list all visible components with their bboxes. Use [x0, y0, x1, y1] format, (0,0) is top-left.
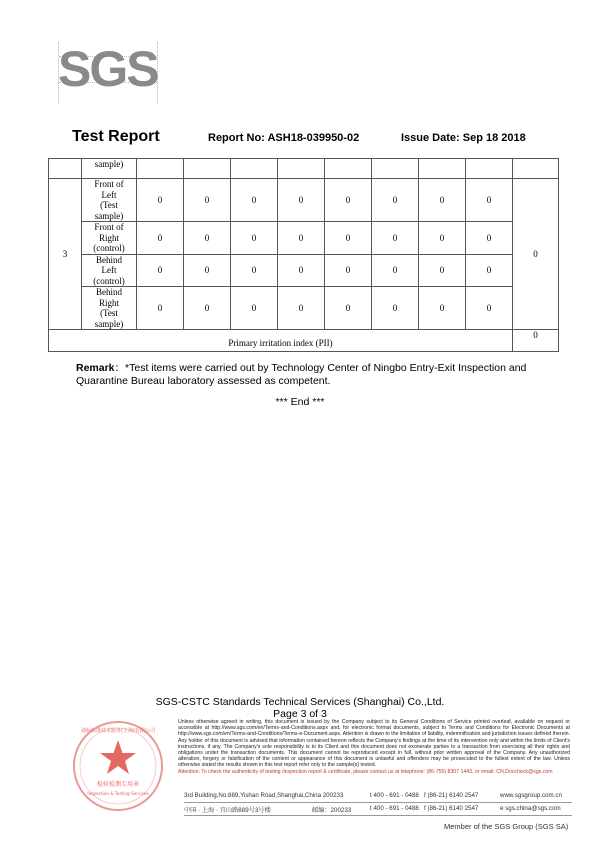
seal-top-text: 通标标准技术服务(上海)有限公司 [81, 728, 155, 734]
seal-mid-text: 检验检测专用章 [96, 781, 140, 788]
table-cell: 0 [184, 254, 231, 287]
row-label: Front of Left (Test sample) [82, 179, 137, 222]
table-cell: 0 [278, 287, 325, 330]
table-cell: 0 [231, 179, 278, 222]
contact-row-en [184, 790, 572, 803]
telephone: t 400 - 691 - 0488 [370, 805, 419, 812]
disclaimer [178, 719, 570, 775]
table-cell: 0 [325, 222, 372, 255]
website: www.sgsgroup.com.cn [500, 792, 562, 799]
end-marker: *** End *** [275, 396, 325, 408]
report-title: Test Report [72, 128, 160, 145]
table-cell: 0 [184, 287, 231, 330]
table-cell: 0 [372, 287, 419, 330]
pii-label: Primary irritation index (PII) [49, 330, 513, 352]
table-cell: 0 [372, 179, 419, 222]
remark-label: Remark [76, 362, 115, 374]
contact-row-cn [184, 803, 572, 816]
table-cell: 0 [137, 222, 184, 255]
table-cell: 0 [325, 287, 372, 330]
group-result: 0 [513, 179, 559, 330]
table-row [49, 287, 559, 330]
table-cell: 0 [137, 254, 184, 287]
page-number: Page 3 of 3 [273, 708, 327, 720]
contact-block [184, 790, 572, 816]
table-cell: 0 [278, 179, 325, 222]
table-cell: 0 [325, 179, 372, 222]
fax: f (86-21) 6140 2547 [424, 805, 479, 812]
table-cell: 0 [466, 254, 513, 287]
pii-value: 0 [513, 330, 559, 352]
address-cn: 中国 · 上海 · 宜山路889号3号楼 [184, 807, 271, 814]
table-cell: 0 [184, 179, 231, 222]
table-row [49, 330, 559, 352]
table-cell: 0 [137, 287, 184, 330]
irritation-table [48, 158, 559, 352]
remark-text: ：*Test items were carried out by Technology Center of Ningbo Entry-Exit Inspection and Quarantine Bureau laboratory assessed as competent. [76, 362, 527, 387]
table-cell: 0 [231, 222, 278, 255]
attention-text: Attention: To check the authenticity of testing /inspection report & certificate, please contact us at telephone: (86-755) 8307 1443, or email: CN.Doccheck@sgs.com [178, 768, 553, 775]
table-cell: 0 [231, 287, 278, 330]
report-number: Report No: ASH18-039950-02 [208, 132, 360, 144]
row-label: Behind Left (control) [82, 254, 137, 287]
star-icon [100, 740, 136, 774]
table-row [49, 159, 559, 179]
table-cell: 0 [419, 179, 466, 222]
sgs-logo [58, 42, 158, 104]
table-cell: 0 [231, 254, 278, 287]
remark [76, 362, 536, 388]
group-number: 3 [49, 179, 82, 330]
table-cell: 0 [466, 287, 513, 330]
table-cell: 0 [325, 254, 372, 287]
row-label: sample) [82, 159, 137, 179]
table-cell: 0 [278, 222, 325, 255]
postcode-cn: 邮编：200233 [312, 807, 352, 814]
email: e sgs.china@sgs.com [500, 805, 561, 812]
telephone: t 400 - 691 - 0488 [370, 792, 419, 799]
member-statement: Member of the SGS Group (SGS SA) [444, 822, 569, 831]
row-label: Front of Right (control) [82, 222, 137, 255]
table-cell: 0 [372, 222, 419, 255]
table-cell: 0 [372, 254, 419, 287]
address-en: 3rd Building,No.889,Yishan Road,Shanghai,China 200233 [184, 792, 344, 799]
company-seal [62, 718, 174, 820]
footer-company: SGS-CSTC Standards Technical Services (Shanghai) Co.,Ltd. [155, 696, 445, 708]
fax: f (86-21) 6140 2547 [424, 792, 479, 799]
table-row [49, 179, 559, 222]
table-cell: 0 [419, 254, 466, 287]
table-cell: 0 [184, 222, 231, 255]
table-cell: 0 [137, 179, 184, 222]
table-cell: 0 [466, 222, 513, 255]
table-cell: 0 [419, 287, 466, 330]
row-label: Behind Right (Test sample) [82, 287, 137, 330]
logo-text: SGS [58, 41, 158, 97]
table-cell: 0 [419, 222, 466, 255]
table-cell: 0 [466, 179, 513, 222]
seal-en-text: Inspection & Testing Services [87, 791, 149, 796]
disclaimer-text: Unless otherwise agreed in writing, this document is issued by the Company subject to its General Conditions of Service printed overleaf, available on request or accessible at http://www.sgs.com/en/Terms-and-Conditions.aspx and, for electronic format documents, subject to Terms and Conditions for Electronic Documents at http://www.sgs.com/en/Terms-and-Conditions/Terms-e-Document.aspx. Attention is drawn to the limitation of liability, indemnification and jurisdiction issues defined therein. Any holder of this document is advised that information contained hereon reflects the Company's findings at the time of its intervention only and within the limits of Client's instructions, if any. The Company's sole responsibility is to its Client and this document does not exonerate parties to a transaction from exercising all their rights and obligations under the transaction documents. This document cannot be reproduced except in full, without prior written approval of the Company. Any unauthorized alteration, forgery or falsification of the content or appearance of this document is unlawful and offenders may be prosecuted to the fullest extent of the law. Unless otherwise stated the results shown in this test report refer only to the sample(s) tested. [178, 719, 570, 769]
table-cell: 0 [278, 254, 325, 287]
table-row [49, 222, 559, 255]
table-row [49, 254, 559, 287]
issue-date: Issue Date: Sep 18 2018 [401, 132, 526, 144]
